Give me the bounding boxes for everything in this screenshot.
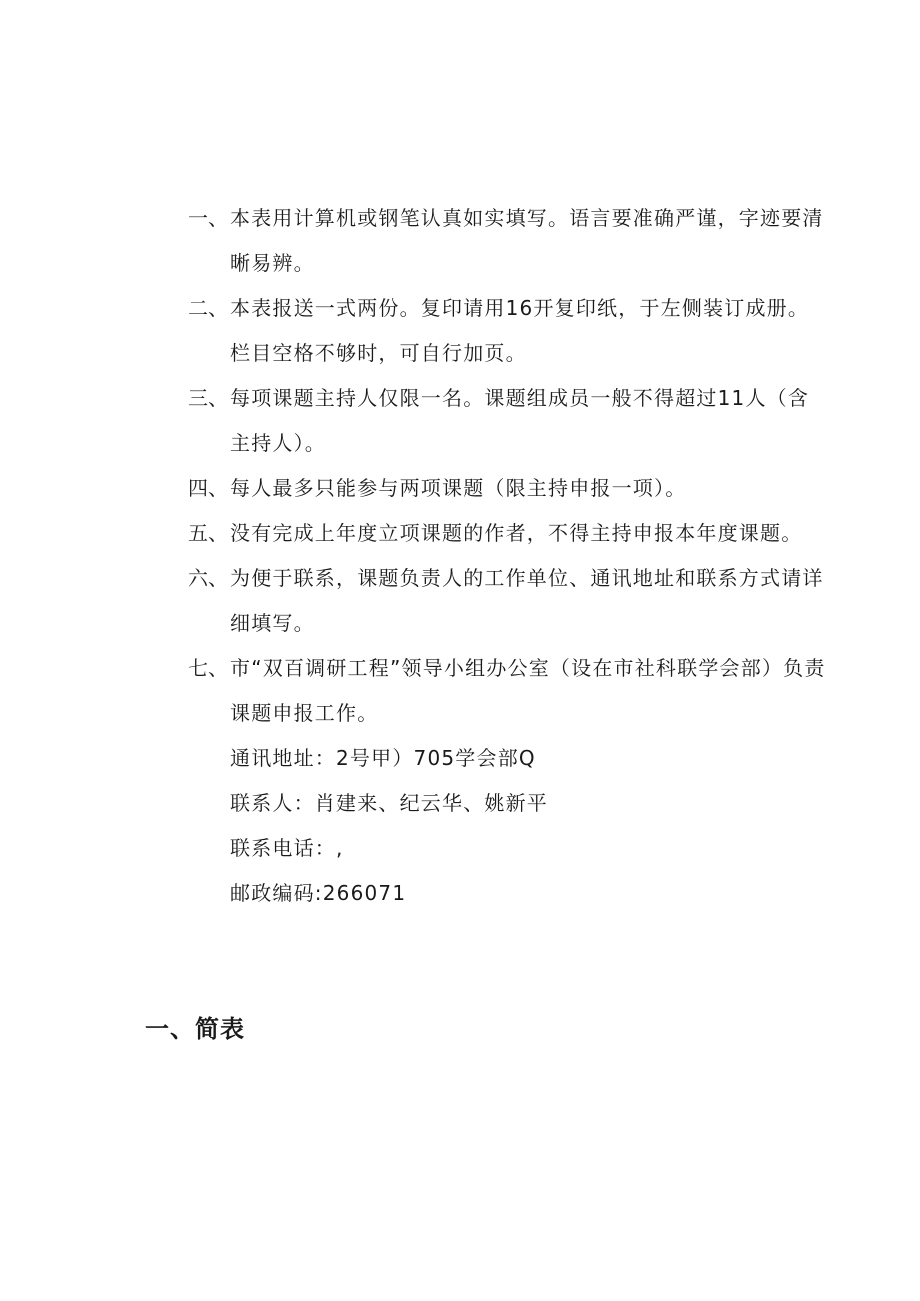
instruction-text: 每人最多只能参与两项课题（限主持申报一项）。 (230, 476, 687, 500)
instruction-text: 没有完成上年度立项课题的作者，不得主持申报本年度课题。 (230, 521, 803, 545)
instruction-number: 三、 (188, 386, 228, 410)
instruction-number: 六、 (188, 566, 228, 590)
instruction-item-6 (188, 556, 828, 646)
contact-people: 联系人：肖建来、纪云华、姚新平 (230, 791, 548, 815)
section-heading: 一、简表 (145, 1015, 245, 1043)
instruction-item-2 (188, 286, 828, 376)
instruction-number: 五、 (188, 521, 228, 545)
instruction-item-4 (188, 466, 828, 511)
instruction-item-7 (188, 646, 828, 736)
mailing-address: 通讯地址：2号甲）705学会部Q (230, 746, 536, 770)
instruction-text: 为便于联系，课题负责人的工作单位、通讯地址和联系方式请详细填写。 (230, 566, 824, 635)
instruction-item-5 (188, 511, 828, 556)
instruction-number: 七、 (188, 656, 228, 680)
instruction-item-3 (188, 376, 828, 466)
postal-code: 邮政编码:266071 (230, 881, 407, 905)
instruction-number: 四、 (188, 476, 228, 500)
contact-info (230, 736, 828, 916)
instruction-text: 本表报送一式两份。复印请用16开复印纸，于左侧装订成册。栏目空格不够时，可自行加页。 (230, 296, 810, 365)
instruction-text: 每项课题主持人仅限一名。课题组成员一般不得超过11人（含主持人）。 (230, 386, 810, 455)
instruction-number: 一、 (188, 206, 228, 230)
contact-phone: 联系电话：, (230, 836, 344, 860)
instruction-text: 市“双百调研工程”领导小组办公室（设在市社科联学会部）负责课题申报工作。 (230, 656, 826, 725)
instruction-text: 本表用计算机或钢笔认真如实填写。语言要准确严谨，字迹要清晰易辨。 (230, 206, 824, 275)
instruction-number: 二、 (188, 296, 228, 320)
instruction-item-1 (188, 196, 828, 286)
instructions-list (188, 196, 828, 916)
